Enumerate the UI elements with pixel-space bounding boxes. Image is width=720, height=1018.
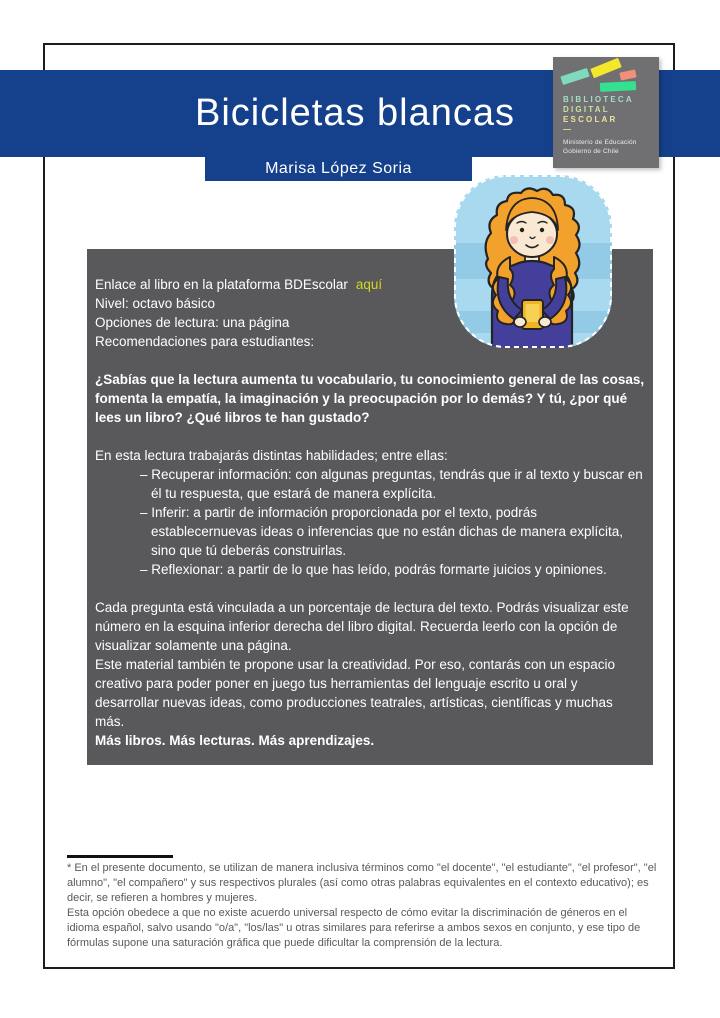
- skill-text: Recuperar información: con algunas preguntas, tendrás que ir al texto y buscar en él tu respuesta, que estará de manera explícita.: [151, 467, 643, 501]
- skill-text: Reflexionar: a partir de lo que has leído, podrás formarte juicios y opiniones.: [151, 562, 607, 577]
- footnote-paragraph-1: * En el presente documento, se utilizan de manera inclusiva términos como "el docente", "el estudiante", "el profesor", "el alumno", "el compañero" y sus respectivos plurales (así como otras palabras equivalentes en el contexto educativo); es decir, se refieren a hombres y mujeres.: [67, 862, 657, 904]
- link-line-text: Enlace al libro en la plataforma BDEscolar: [95, 277, 348, 292]
- footnote: [67, 861, 659, 951]
- logo-book-green-icon: [600, 81, 636, 92]
- logo-line-escolar: ESCOLAR: [563, 115, 618, 124]
- logo-line-digital: DIGITAL: [563, 105, 610, 114]
- author-name: Marisa López Soria: [265, 160, 412, 177]
- logo-dash: —: [563, 125, 571, 134]
- government-line: Gobierno de Chile: [563, 148, 619, 155]
- logo-book-yellow-icon: [590, 58, 622, 79]
- logo-line-biblioteca: BIBLIOTECA: [563, 95, 634, 104]
- bullet-dash: –: [140, 467, 148, 482]
- skills-intro: En esta lectura trabajarás distintas habilidades; entre ellas:: [95, 448, 448, 463]
- logo-book-teal-icon: [560, 68, 589, 85]
- logo-wordmark: [563, 95, 634, 125]
- bullet-dash: –: [140, 505, 148, 520]
- girl-with-phone-illustration: [452, 173, 614, 350]
- closing-slogan: Más libros. Más lecturas. Más aprendizajes.: [95, 733, 375, 748]
- recommendations-line: Recomendaciones para estudiantes:: [95, 334, 315, 349]
- percentage-paragraph: Cada pregunta está vinculada a un porcentaje de lectura del texto. Podrás visualizar este número en la esquina inferior derecha del libro digital. Recuerda leerlo con la opción de visualizar solamente una página.: [95, 600, 629, 653]
- reading-options-line: Opciones de lectura: una página: [95, 315, 290, 330]
- skill-item-inferir: [140, 503, 645, 560]
- footnote-paragraph-2: Esta opción obedece a que no existe acuerdo universal respecto de cómo evitar la discriminación de géneros en el idioma español, salvo usando "o/a", "los/las" u otras similares para referirse a ambos sexos en conjunto, y ese tipo de fórmulas supone una saturación gráfica que puede dificultar la comprensión de la lectura.: [67, 907, 641, 949]
- level-line: Nivel: octavo básico: [95, 296, 216, 311]
- skill-text: Inferir: a partir de información proporcionada por el texto, podrás establecernuevas ideas o inferencias que no están dichas de manera explícita, sino que tú deberás construirlas.: [151, 505, 624, 558]
- skill-item-reflexionar: [140, 560, 645, 579]
- bullet-dash: –: [140, 562, 148, 577]
- logo-book-salmon-icon: [619, 69, 636, 80]
- author-band: [205, 157, 472, 181]
- aqui-link[interactable]: aquí: [355, 277, 383, 292]
- skill-item-recuperar: [140, 465, 645, 503]
- intro-paragraph: ¿Sabías que la lectura aumenta tu vocabulario, tu conocimiento general de las cosas, fomenta la empatía, la imaginación y la preocupación por lo demás? Y tú, ¿por qué lees un libro? ¿Qué libros te han gustado?: [95, 372, 645, 425]
- creativity-paragraph: Este material también te propone usar la creatividad. Por eso, contarás con un espacio creativo para poder poner en juego tus herramientas del lenguaje escrito u oral y desarrollar nuevas ideas, como producciones teatrales, artísticas, científicas y muchas más.: [95, 657, 616, 729]
- ministry-line: Ministerio de Educación: [563, 139, 637, 146]
- page-title: Bicicletas blancas: [194, 92, 516, 134]
- logo-ministry-text: [563, 138, 637, 156]
- biblioteca-digital-escolar-logo: [553, 57, 659, 168]
- footnote-divider: [67, 855, 173, 858]
